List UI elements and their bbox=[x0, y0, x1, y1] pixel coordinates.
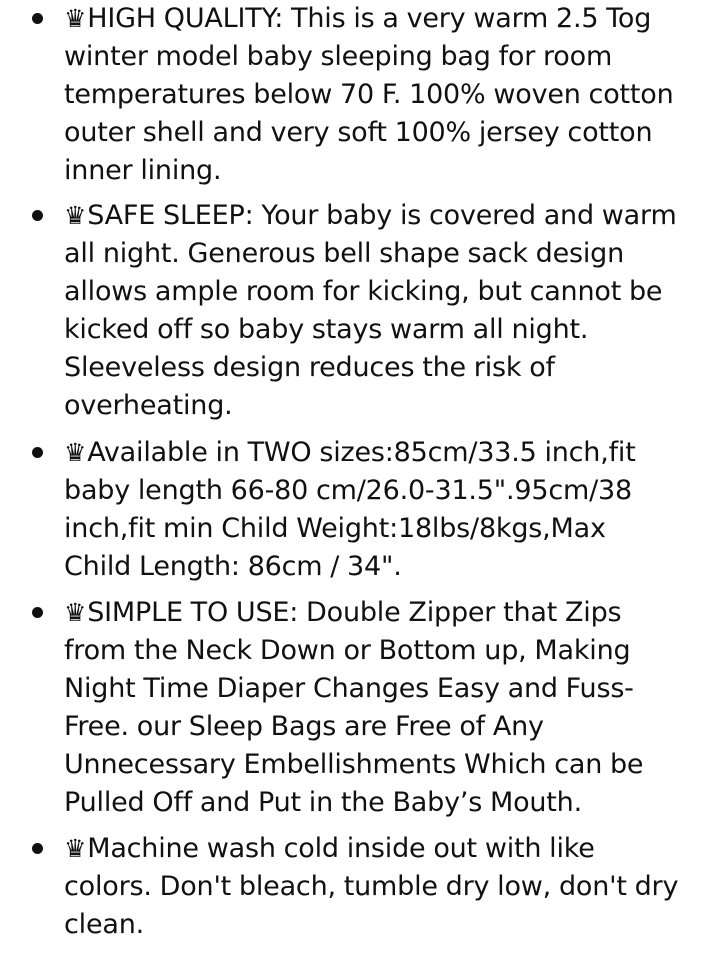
bullet-line: kicked off so baby stays warm all night. bbox=[64, 314, 589, 345]
bullet-text bbox=[64, 197, 712, 425]
crown-icon: ♛ bbox=[64, 201, 87, 230]
bullet-line: from the Neck Down or Bottom up, Making bbox=[64, 635, 631, 666]
bullet-dot-icon bbox=[32, 447, 43, 458]
bullet-line-text: HIGH QUALITY: This is a very warm 2.5 Tog bbox=[87, 3, 652, 34]
bullet-line: Sleeveless design reduces the risk of bbox=[64, 352, 555, 383]
bullet-text bbox=[64, 830, 712, 944]
bullet-line-text: SAFE SLEEP: Your baby is covered and warm bbox=[87, 200, 677, 231]
bullet-line: baby length 66-80 cm/26.0-31.5".95cm/38 bbox=[64, 475, 632, 506]
crown-icon: ♛ bbox=[64, 438, 87, 467]
bullet-line: inner lining. bbox=[64, 155, 222, 186]
bullet-dot-icon bbox=[32, 13, 43, 24]
bullet-line bbox=[64, 197, 712, 235]
bullet-text bbox=[64, 0, 712, 190]
crown-icon: ♛ bbox=[64, 598, 87, 627]
bullet-line: winter model baby sleeping bag for room bbox=[64, 41, 613, 72]
bullet-line: inch,fit min Child Weight:18lbs/8kgs,Max bbox=[64, 513, 606, 544]
bullet-dot-icon bbox=[32, 843, 43, 854]
bullet-line: outer shell and very soft 100% jersey cotton bbox=[64, 117, 653, 148]
bullet-line: allows ample room for kicking, but cannot be bbox=[64, 276, 663, 307]
bullet-line: all night. Generous bell shape sack design bbox=[64, 238, 625, 269]
bullet-line: Unnecessary Embellishments Which can be bbox=[64, 749, 644, 780]
bullet-line-text: SIMPLE TO USE: Double Zipper that Zips bbox=[87, 597, 622, 628]
bullet-line-text: Available in TWO sizes:85cm/33.5 inch,fit bbox=[87, 437, 636, 468]
bullet-line: Child Length: 86cm / 34". bbox=[64, 551, 402, 582]
bullet-line: Pulled Off and Put in the Baby’s Mouth. bbox=[64, 787, 582, 818]
bullet-text bbox=[64, 434, 712, 586]
bullet-line: colors. Don't bleach, tumble dry low, don't dry bbox=[64, 871, 679, 902]
bullet-line: Night Time Diaper Changes Easy and Fuss- bbox=[64, 673, 634, 704]
bullet-line: temperatures below 70 F. 100% woven cotton bbox=[64, 79, 674, 110]
bullet-line: Free. our Sleep Bags are Free of Any bbox=[64, 711, 544, 742]
crown-icon: ♛ bbox=[64, 4, 87, 33]
bullet-line bbox=[64, 594, 712, 632]
bullet-line bbox=[64, 434, 712, 472]
bullet-dot-icon bbox=[32, 210, 43, 221]
bullet-line bbox=[64, 830, 712, 868]
bullet-line-text: Machine wash cold inside out with like bbox=[87, 833, 595, 864]
bullet-text bbox=[64, 594, 712, 822]
bullet-line: overheating. bbox=[64, 390, 233, 421]
bullet-dot-icon bbox=[32, 607, 43, 618]
bullet-line: clean. bbox=[64, 909, 144, 940]
crown-icon: ♛ bbox=[64, 834, 87, 863]
bullet-line bbox=[64, 0, 712, 38]
